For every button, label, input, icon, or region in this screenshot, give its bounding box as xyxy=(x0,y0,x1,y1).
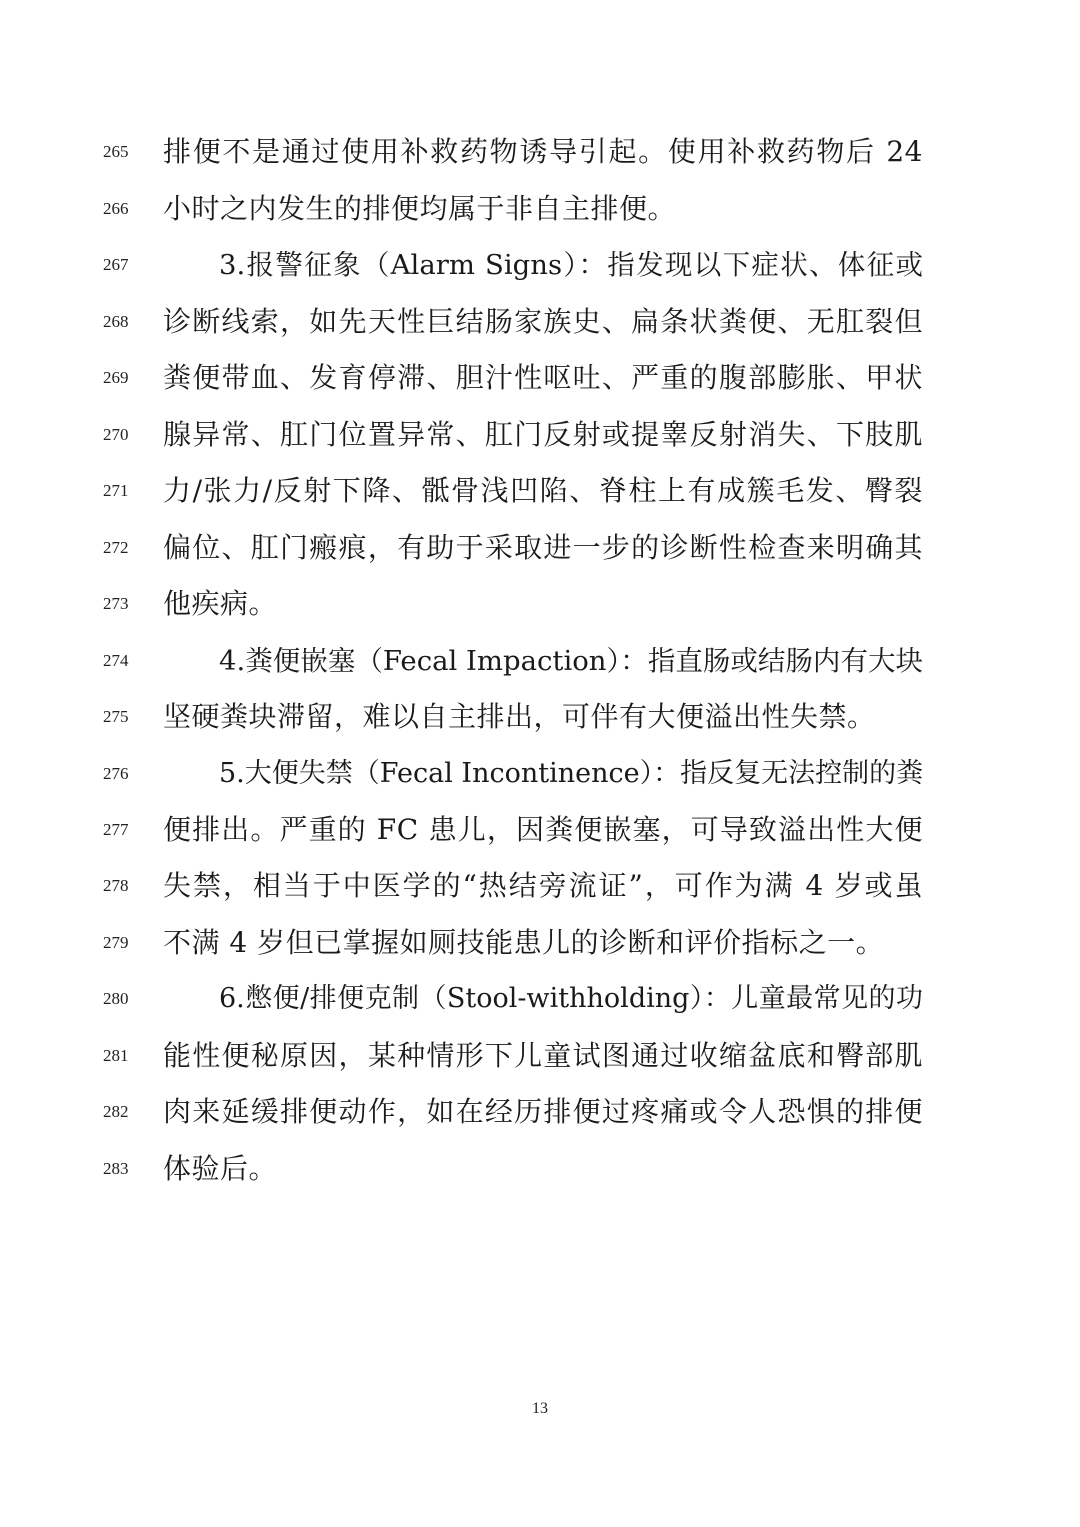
text-line xyxy=(0,415,1080,455)
line-text: 3.报警征象（Alarm Signs）：指发现以下症状、体征或 xyxy=(219,249,923,281)
text-line xyxy=(0,245,1080,285)
text-line xyxy=(0,979,1080,1019)
line-text: 肉来延缓排便动作，如在经历排便过疼痛或令人恐惧的排便 xyxy=(163,1095,923,1128)
text-line xyxy=(0,528,1080,568)
line-text: 不满 4 岁但已掌握如厕技能患儿的诊断和评价指标之一。 xyxy=(163,926,885,959)
text-line xyxy=(0,697,1080,737)
page-number: 13 xyxy=(532,1400,548,1417)
line-text: 诊断线索，如先天性巨结肠家族史、扁条状粪便、无肛裂但 xyxy=(163,305,923,338)
line-number: 270 xyxy=(103,425,129,444)
line-number: 281 xyxy=(103,1046,129,1065)
line-text: 4.粪便嵌塞（Fecal Impaction）：指直肠或结肠内有大块 xyxy=(219,645,923,677)
text-line xyxy=(0,132,1080,172)
line-number: 265 xyxy=(103,142,129,161)
line-text: 他疾病。 xyxy=(163,587,278,620)
line-number: 274 xyxy=(103,651,129,670)
line-number: 266 xyxy=(103,199,129,218)
text-line xyxy=(0,358,1080,398)
text-line xyxy=(0,810,1080,850)
line-number: 273 xyxy=(103,594,129,613)
text-line xyxy=(0,866,1080,906)
text-line xyxy=(0,1036,1080,1076)
line-number: 278 xyxy=(103,876,129,895)
line-text: 粪便带血、发育停滞、胆汁性呕吐、严重的腹部膨胀、甲状 xyxy=(163,361,923,394)
text-line xyxy=(0,471,1080,511)
text-line xyxy=(0,189,1080,229)
text-line xyxy=(0,641,1080,681)
line-number: 282 xyxy=(103,1102,129,1121)
line-number: 267 xyxy=(103,255,129,274)
text-line xyxy=(0,302,1080,342)
line-number: 276 xyxy=(103,764,129,783)
line-text: 腺异常、肛门位置异常、肛门反射或提睾反射消失、下肢肌 xyxy=(163,418,923,451)
line-number: 279 xyxy=(103,933,129,952)
line-number: 283 xyxy=(103,1159,129,1178)
line-text: 便排出。严重的 FC 患儿，因粪便嵌塞，可导致溢出性大便 xyxy=(163,813,923,846)
line-number: 275 xyxy=(103,707,129,726)
line-number: 280 xyxy=(103,989,129,1008)
line-text: 小时之内发生的排便均属于非自主排便。 xyxy=(163,192,677,225)
line-number: 272 xyxy=(103,538,129,557)
line-text: 排便不是通过使用补救药物诱导引起。使用补救药物后 24 xyxy=(163,135,923,168)
line-text: 6.憋便/排便克制（Stool-withholding）：儿童最常见的功 xyxy=(219,983,923,1014)
line-text: 5.大便失禁（Fecal Incontinence）：指反复无法控制的粪 xyxy=(219,758,924,789)
text-line xyxy=(0,584,1080,624)
text-line xyxy=(0,754,1080,794)
line-number: 269 xyxy=(103,368,129,387)
line-text: 偏位、肛门瘢痕，有助于采取进一步的诊断性检查来明确其 xyxy=(163,531,923,564)
line-number: 277 xyxy=(103,820,129,839)
line-text: 能性便秘原因，某种情形下儿童试图通过收缩盆底和臀部肌 xyxy=(163,1039,923,1072)
line-number: 271 xyxy=(103,481,129,500)
line-text: 失禁，相当于中医学的“热结旁流证”，可作为满 4 岁或虽 xyxy=(163,869,923,902)
line-text: 力/张力/反射下降、骶骨浅凹陷、脊柱上有成簇毛发、臀裂 xyxy=(163,474,923,507)
line-text: 坚硬粪块滞留，难以自主排出，可伴有大便溢出性失禁。 xyxy=(163,700,876,733)
line-text: 体验后。 xyxy=(163,1152,278,1185)
text-line xyxy=(0,1092,1080,1132)
text-line xyxy=(0,1149,1080,1189)
text-line xyxy=(0,923,1080,963)
line-number: 268 xyxy=(103,312,129,331)
